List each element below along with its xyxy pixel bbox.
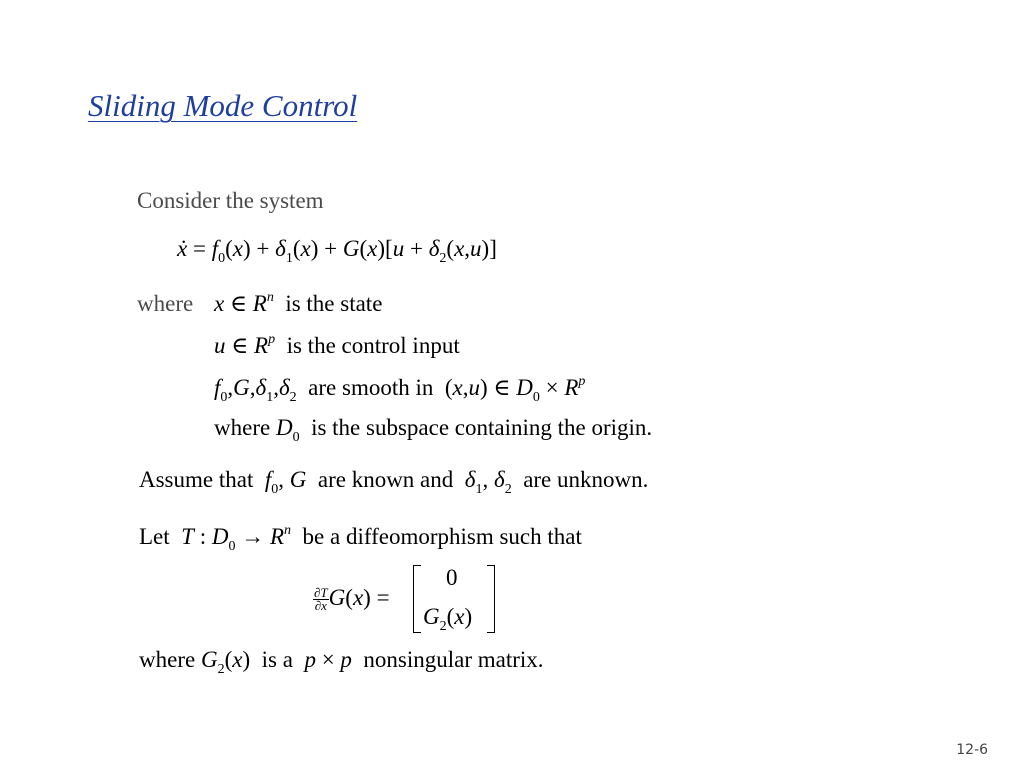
- final-where: where: [139, 647, 196, 672]
- final-statement: where $G_2(x)$ is a p × p nonsingular matrix.: [139, 647, 544, 677]
- smoothness-statement: $f_0,G,\delta_1,\delta_2$ are smooth in (x,u) ∈ $D_0 \times R^p$: [214, 374, 586, 405]
- state-definition: x ∈ $R^n$ is the state: [214, 290, 383, 316]
- slide-title: Sliding Mode Control: [88, 88, 358, 123]
- let-prefix: Let: [139, 524, 170, 549]
- final-middle: is a: [261, 647, 293, 672]
- assume-prefix: Assume that: [139, 467, 254, 492]
- matrix-bottom-entry: $G_2(x)$: [423, 604, 473, 634]
- assumption-statement: Assume that $f_0$, G are known and $\delta_1$, $\delta_2$ are unknown.: [139, 467, 649, 497]
- partial-derivative: $\frac{\partial T}{\partial x}$: [314, 585, 328, 614]
- assume-middle: are known and: [317, 467, 454, 492]
- smooth-text: are smooth in: [308, 375, 434, 400]
- system-equation: ẋ = $f_0(x) + \delta_1(x) + G(x)[u + \delta_2(x,u)]$: [177, 236, 497, 266]
- transform-equation: $\frac{\partial T}{\partial x}$ G(x) =: [314, 585, 390, 614]
- state-text: is the state: [285, 291, 383, 316]
- input-definition: u ∈ $R^p$ is the control input: [214, 332, 460, 358]
- let-suffix: be a diffeomorphism such that: [302, 524, 582, 549]
- intro-text: Consider the system: [137, 188, 324, 213]
- where-label: where: [137, 291, 194, 316]
- origin-statement: where $D_0$ is the subspace containing the origin.: [214, 415, 653, 445]
- diffeomorphism-statement: Let T : $D_0 \to R^n$ be a diffeomorphism such that: [139, 523, 582, 554]
- input-text: is the control input: [286, 333, 460, 358]
- origin-text: is the subspace containing the origin.: [311, 415, 653, 440]
- page-number: 12-6: [956, 742, 988, 758]
- origin-where: where: [214, 415, 271, 440]
- final-suffix: nonsingular matrix.: [363, 647, 544, 672]
- assume-suffix: are unknown.: [523, 467, 649, 492]
- matrix-top-entry: 0: [446, 565, 458, 590]
